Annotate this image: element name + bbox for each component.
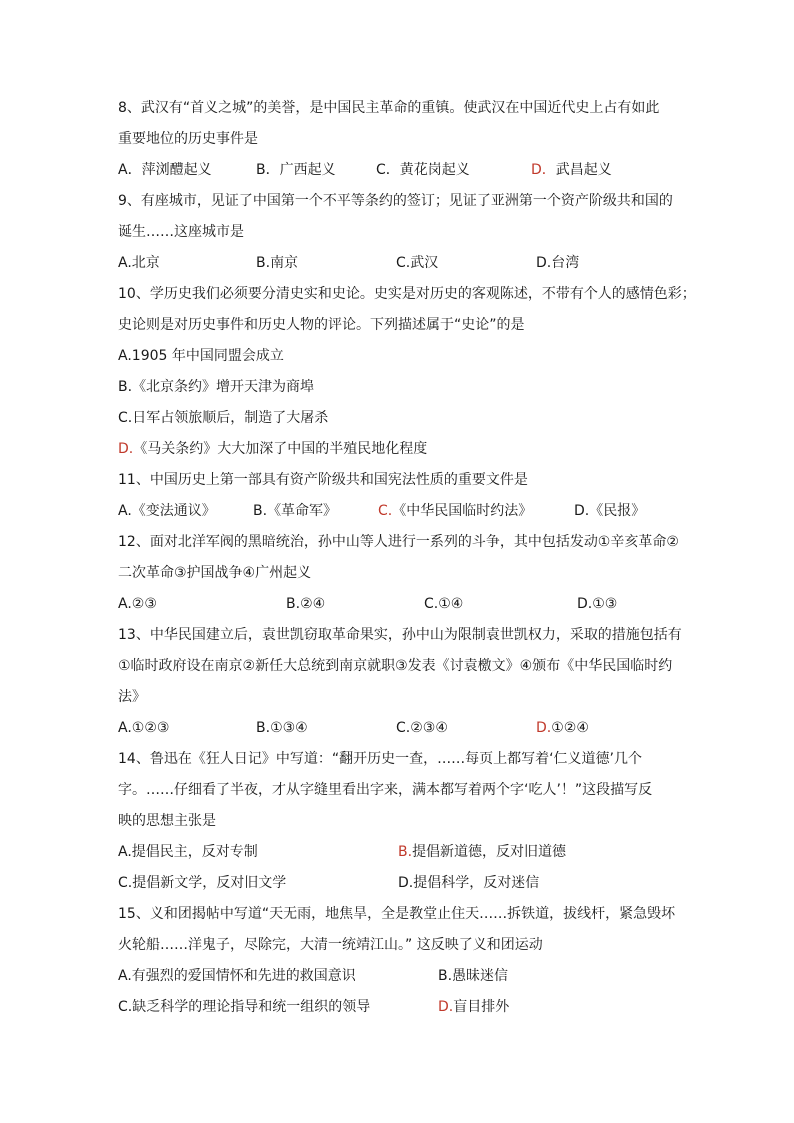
option-c: C．黄花岗起义 [376, 162, 470, 178]
option-row [118, 248, 678, 279]
option-b: B.提倡新道德，反对旧道德 [398, 844, 567, 860]
option-row [118, 496, 678, 527]
question-11 [118, 465, 678, 527]
option-d: D．武昌起义 [531, 162, 612, 178]
question-12 [118, 527, 678, 620]
option-c: C.②③④ [396, 720, 448, 736]
option-a: A.提倡民主，反对专制 [118, 844, 258, 860]
question-stem: 9、有座城市，见证了中国第一个不平等条约的签订；见证了亚洲第一个资产阶级共和国的 [118, 193, 673, 209]
question-stem: 二次革命③护国战争④广州起义 [118, 565, 312, 581]
option-row [118, 155, 678, 186]
option-a: A.《变法通议》 [118, 503, 216, 519]
option-d: D.台湾 [536, 255, 580, 271]
exam-page [118, 93, 696, 1023]
option-b: B．广西起义 [256, 162, 336, 178]
question-stem: 映的思想主张是 [118, 813, 216, 829]
option-b: B.《北京条约》增开天津为商埠 [118, 379, 315, 395]
question-9 [118, 186, 678, 279]
question-14 [118, 744, 678, 899]
question-stem: 火轮船……洋鬼子，尽除完，大清一统靖江山。” 这反映了义和团运动 [118, 937, 543, 953]
option-c: C.①④ [424, 596, 464, 612]
question-15 [118, 899, 678, 1023]
option-c: C.缺乏科学的理论指导和统一组织的领导 [118, 999, 371, 1015]
option-a: A．萍浏醴起义 [118, 162, 212, 178]
option-d: D.《马关条约》大大加深了中国的半殖民地化程度 [118, 441, 428, 457]
option-c: C.日军占领旅顺后，制造了大屠杀 [118, 410, 329, 426]
option-row [118, 868, 678, 899]
option-d: D.盲目排外 [438, 999, 510, 1015]
option-b: B.②④ [286, 596, 326, 612]
option-a: A.1905 年中国同盟会成立 [118, 348, 284, 364]
option-d: D.提倡科学，反对迷信 [398, 875, 540, 891]
option-a: A.①②③ [118, 720, 170, 736]
question-stem: 15、义和团揭帖中写道“天无雨，地焦旱，全是教堂止住天……拆铁道，拔线杆，紧急毁坏 [118, 906, 676, 922]
option-a: A.北京 [118, 255, 160, 271]
question-stem: 14、鲁迅在《狂人日记》中写道：“翻开历史一查，……每页上都写着‘仁义道德’几个 [118, 751, 642, 767]
option-d: D.①③ [577, 596, 618, 612]
option-c: C.武汉 [396, 255, 439, 271]
option-a: A.②③ [118, 596, 157, 612]
option-d: D.①②④ [536, 720, 589, 736]
option-b: B.①③④ [256, 720, 308, 736]
option-b: B.南京 [256, 255, 299, 271]
option-b: B.《革命军》 [253, 503, 338, 519]
question-stem: 8、武汉有“首义之城”的美誉，是中国民主革命的重镇。使武汉在中国近代史上占有如此 [118, 100, 660, 116]
option-row [118, 837, 678, 868]
question-stem: 12、面对北洋军阀的黑暗统治，孙中山等人进行一系列的斗争，其中包括发动①辛亥革命② [118, 534, 679, 550]
question-stem: 10、学历史我们必须要分清史实和史论。史实是对历史的客观陈述，不带有个人的感情色彩； [118, 286, 696, 302]
option-row [118, 589, 678, 620]
option-a: A.有强烈的爱国情怀和先进的救国意识 [118, 968, 356, 984]
option-row [118, 713, 678, 744]
option-d: D.《民报》 [574, 503, 646, 519]
option-row [118, 992, 678, 1023]
question-13 [118, 620, 682, 744]
option-row [118, 961, 678, 992]
question-stem: 史论则是对历史事件和历史人物的评论。下列描述属于“史论”的是 [118, 317, 525, 333]
option-c: C.《中华民国临时约法》 [378, 503, 533, 519]
question-stem: 重要地位的历史事件是 [118, 131, 258, 147]
question-stem: 诞生……这座城市是 [118, 224, 244, 240]
option-c: C.提倡新文学，反对旧文学 [118, 875, 287, 891]
question-stem: 字。……仔细看了半夜，才从字缝里看出字来，满本都写着两个字‘吃人’！”这段描写反 [118, 782, 653, 798]
option-b: B.愚昧迷信 [438, 968, 509, 984]
question-stem: 13、中华民国建立后，袁世凯窃取革命果实，孙中山为限制袁世凯权力，采取的措施包括有 [118, 627, 682, 643]
question-10 [118, 279, 696, 465]
question-stem: ①临时政府设在南京②新任大总统到南京就职③发表《讨袁檄文》④颁布《中华民国临时约 [118, 658, 673, 674]
question-stem: 11、中国历史上第一部具有资产阶级共和国宪法性质的重要文件是 [118, 472, 528, 488]
question-8 [118, 93, 678, 186]
question-stem: 法》 [118, 689, 146, 705]
